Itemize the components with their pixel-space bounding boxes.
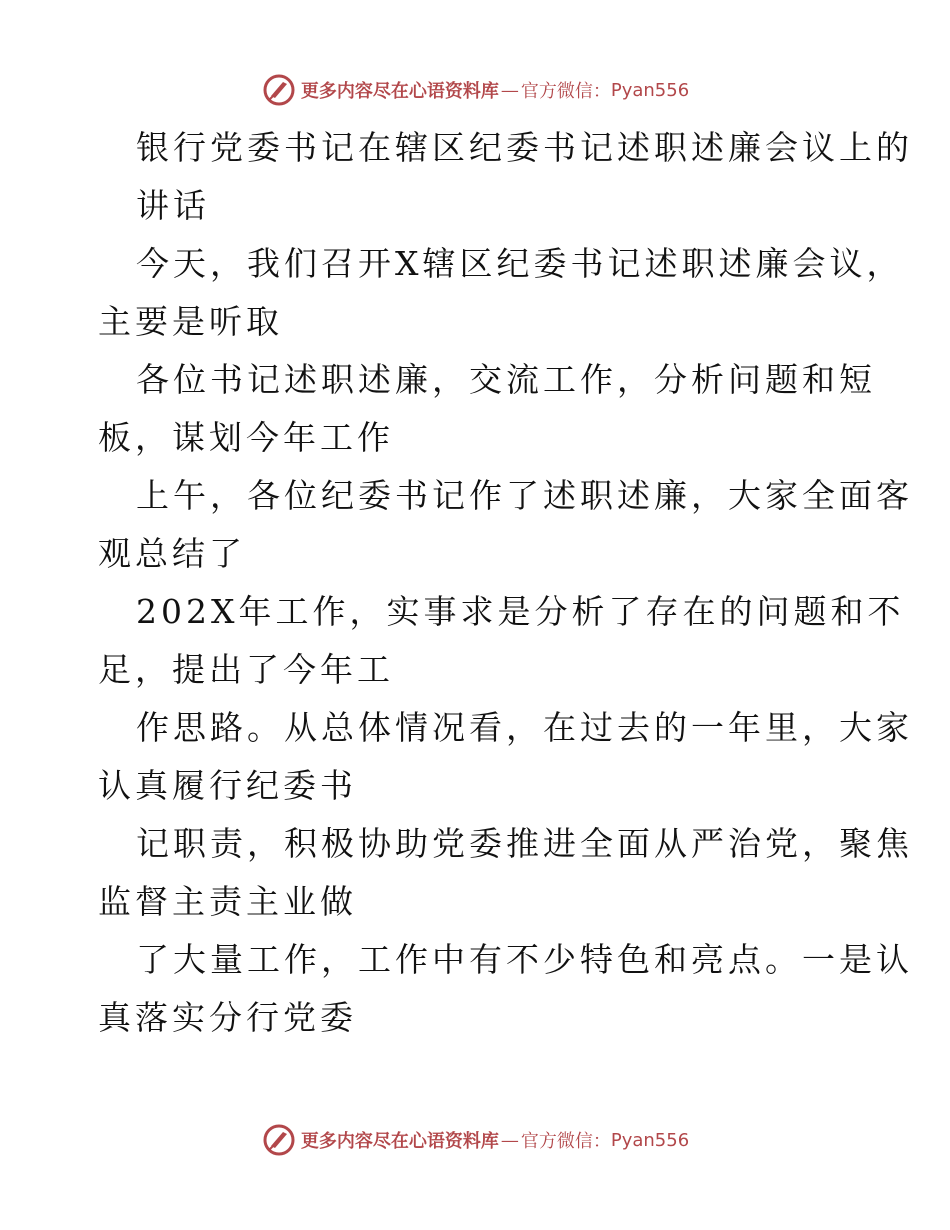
body-line: 足，提出了今年工 <box>98 650 394 689</box>
watermark-dash: — <box>500 79 519 101</box>
watermark-footer <box>0 1120 950 1160</box>
body-line: 202X年工作，实事求是分析了存在的问题和不 <box>136 592 905 631</box>
body-line: 记职责，积极协助党委推进全面从严治党，聚焦 <box>136 824 913 863</box>
watermark-dash: — <box>500 1129 519 1151</box>
watermark-wechat-id: Pyan556 <box>610 79 690 101</box>
pen-logo-icon <box>261 72 297 108</box>
watermark-header <box>0 70 950 110</box>
body-line: 今天，我们召开X辖区纪委书记述职述廉会议， <box>136 244 904 283</box>
body-line: 作思路。从总体情况看，在过去的一年里，大家 <box>136 708 913 747</box>
body-line: 认真履行纪委书 <box>98 766 357 805</box>
watermark-official-label: 官方微信： <box>520 1131 611 1152</box>
body-line: 监督主责主业做 <box>98 882 357 921</box>
pen-logo-icon <box>261 1122 297 1158</box>
body-line: 观总结了 <box>98 534 246 573</box>
body-line: 主要是听取 <box>98 302 283 341</box>
watermark-official-label: 官方微信： <box>520 81 611 102</box>
body-line: 了大量工作，工作中有不少特色和亮点。一是认 <box>136 940 913 979</box>
body-line: 上午，各位纪委书记作了述职述廉，大家全面客 <box>136 476 913 515</box>
watermark-wechat-id: Pyan556 <box>610 1129 690 1151</box>
body-line: 讲话 <box>136 186 210 225</box>
body-line: 板，谋划今年工作 <box>98 418 394 457</box>
watermark-main-text: 更多内容尽在心语资料库 <box>300 1131 499 1152</box>
body-line: 银行党委书记在辖区纪委书记述职述廉会议上的 <box>136 128 913 167</box>
body-line: 真落实分行党委 <box>98 998 357 1037</box>
watermark-main-text: 更多内容尽在心语资料库 <box>300 81 499 102</box>
body-line: 各位书记述职述廉，交流工作，分析问题和短 <box>136 360 876 399</box>
